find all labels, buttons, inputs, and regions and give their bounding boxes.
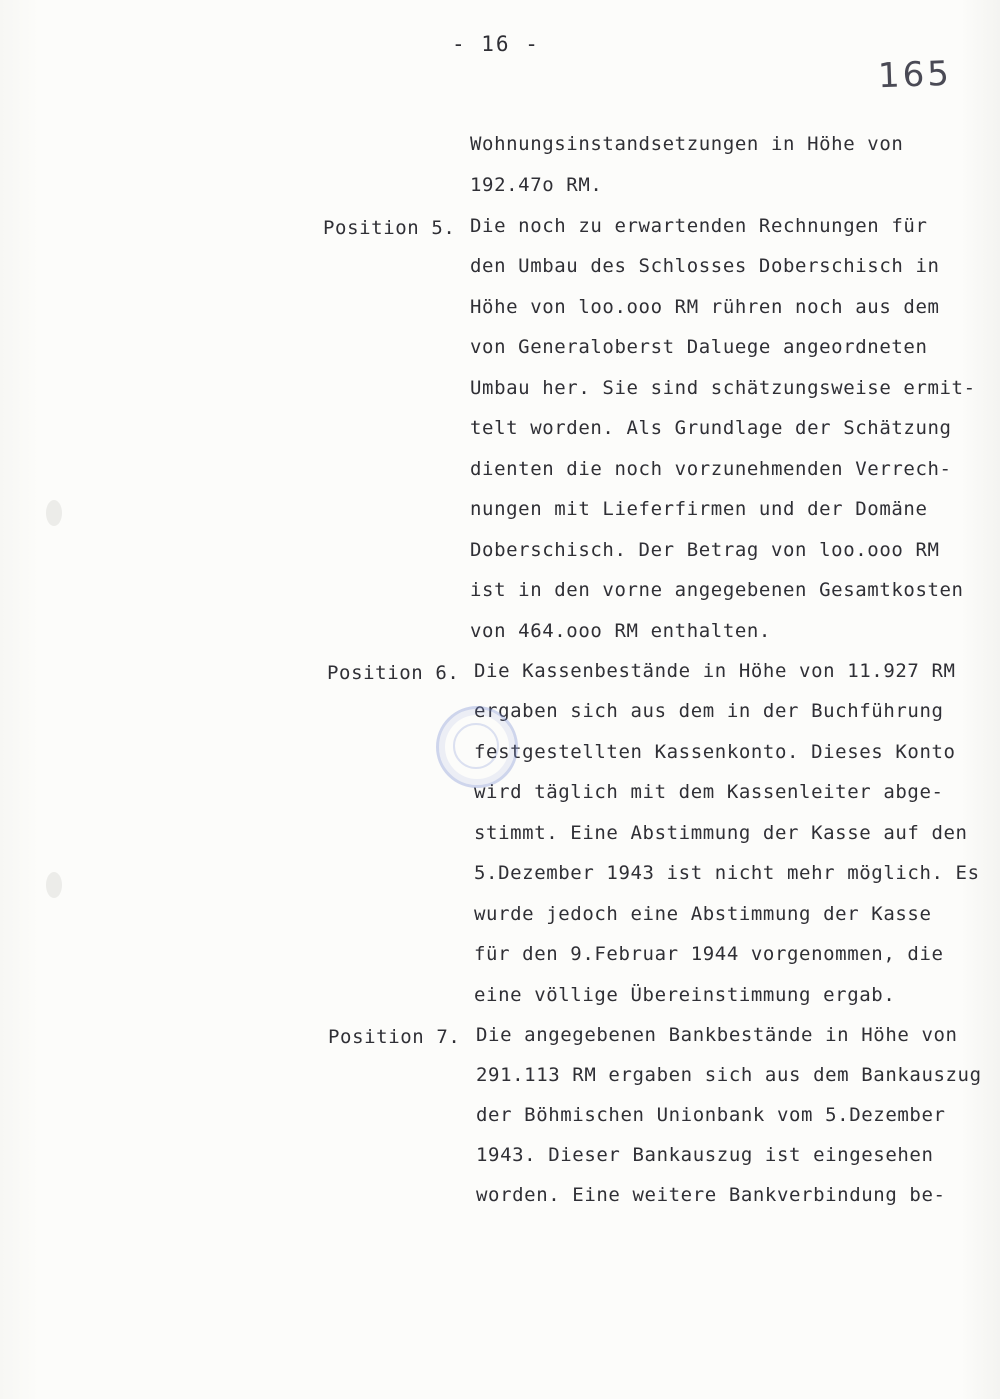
position-7-line: Die angegebenen Bankbestände in Höhe von	[476, 1024, 958, 1046]
position-5-line: den Umbau des Schlosses Doberschisch in	[470, 255, 940, 277]
stamp-inner-ring	[453, 723, 499, 769]
position-6-line: wurde jedoch eine Abstimmung der Kasse	[474, 903, 932, 925]
position-5-line: Doberschisch. Der Betrag von loo.ooo RM	[470, 539, 940, 561]
position-5-line: ist in den vorne angegebenen Gesamtkosten	[470, 579, 964, 601]
position-7-line: 291.113 RM ergaben sich aus dem Bankauszug	[476, 1064, 982, 1086]
position-5-line: Umbau her. Sie sind schätzungsweise ermit-	[470, 377, 976, 399]
body-line: 192.47o RM.	[470, 174, 603, 196]
position-6-line: 5.Dezember 1943 ist nicht mehr möglich. Es	[474, 862, 980, 884]
position-6-line: wird täglich mit dem Kassenleiter abge-	[474, 781, 944, 803]
position-5-line: von 464.ooo RM enthalten.	[470, 620, 771, 642]
page-number: - 16 -	[452, 32, 540, 56]
position-6-line: ergaben sich aus dem in der Buchführung	[474, 700, 944, 722]
position-6-line: Die Kassenbestände in Höhe von 11.927 RM	[474, 660, 956, 682]
official-stamp	[436, 706, 518, 788]
folio-number: 165	[877, 53, 953, 97]
position-6-line: stimmt. Eine Abstimmung der Kasse auf den	[474, 822, 968, 844]
position-7-line: 1943. Dieser Bankauszug ist eingesehen	[476, 1144, 934, 1166]
position-6-line: für den 9.Februar 1944 vorgenommen, die	[474, 943, 944, 965]
position-7-label: Position 7.	[328, 1026, 461, 1048]
position-7-line: worden. Eine weitere Bankverbindung be-	[476, 1184, 946, 1206]
position-5-line: Höhe von loo.ooo RM rühren noch aus dem	[470, 296, 940, 318]
position-5-line: nungen mit Lieferfirmen und der Domäne	[470, 498, 928, 520]
position-6-label: Position 6.	[327, 662, 460, 684]
position-5-line: telt worden. Als Grundlage der Schätzung	[470, 417, 952, 439]
position-5-line: von Generaloberst Daluege angeordneten	[470, 336, 928, 358]
position-5-label: Position 5.	[323, 217, 456, 239]
position-5-line: dienten die noch vorzunehmenden Verrech-	[470, 458, 952, 480]
punch-hole-lower	[46, 872, 62, 898]
position-7-line: der Böhmischen Unionbank vom 5.Dezember	[476, 1104, 946, 1126]
body-line: Wohnungsinstandsetzungen in Höhe von	[470, 133, 904, 155]
position-5-line: Die noch zu erwartenden Rechnungen für	[470, 215, 928, 237]
position-6-line: festgestellten Kassenkonto. Dieses Konto	[474, 741, 956, 763]
punch-hole-upper	[46, 500, 62, 526]
position-6-line: eine völlige Übereinstimmung ergab.	[474, 984, 896, 1006]
